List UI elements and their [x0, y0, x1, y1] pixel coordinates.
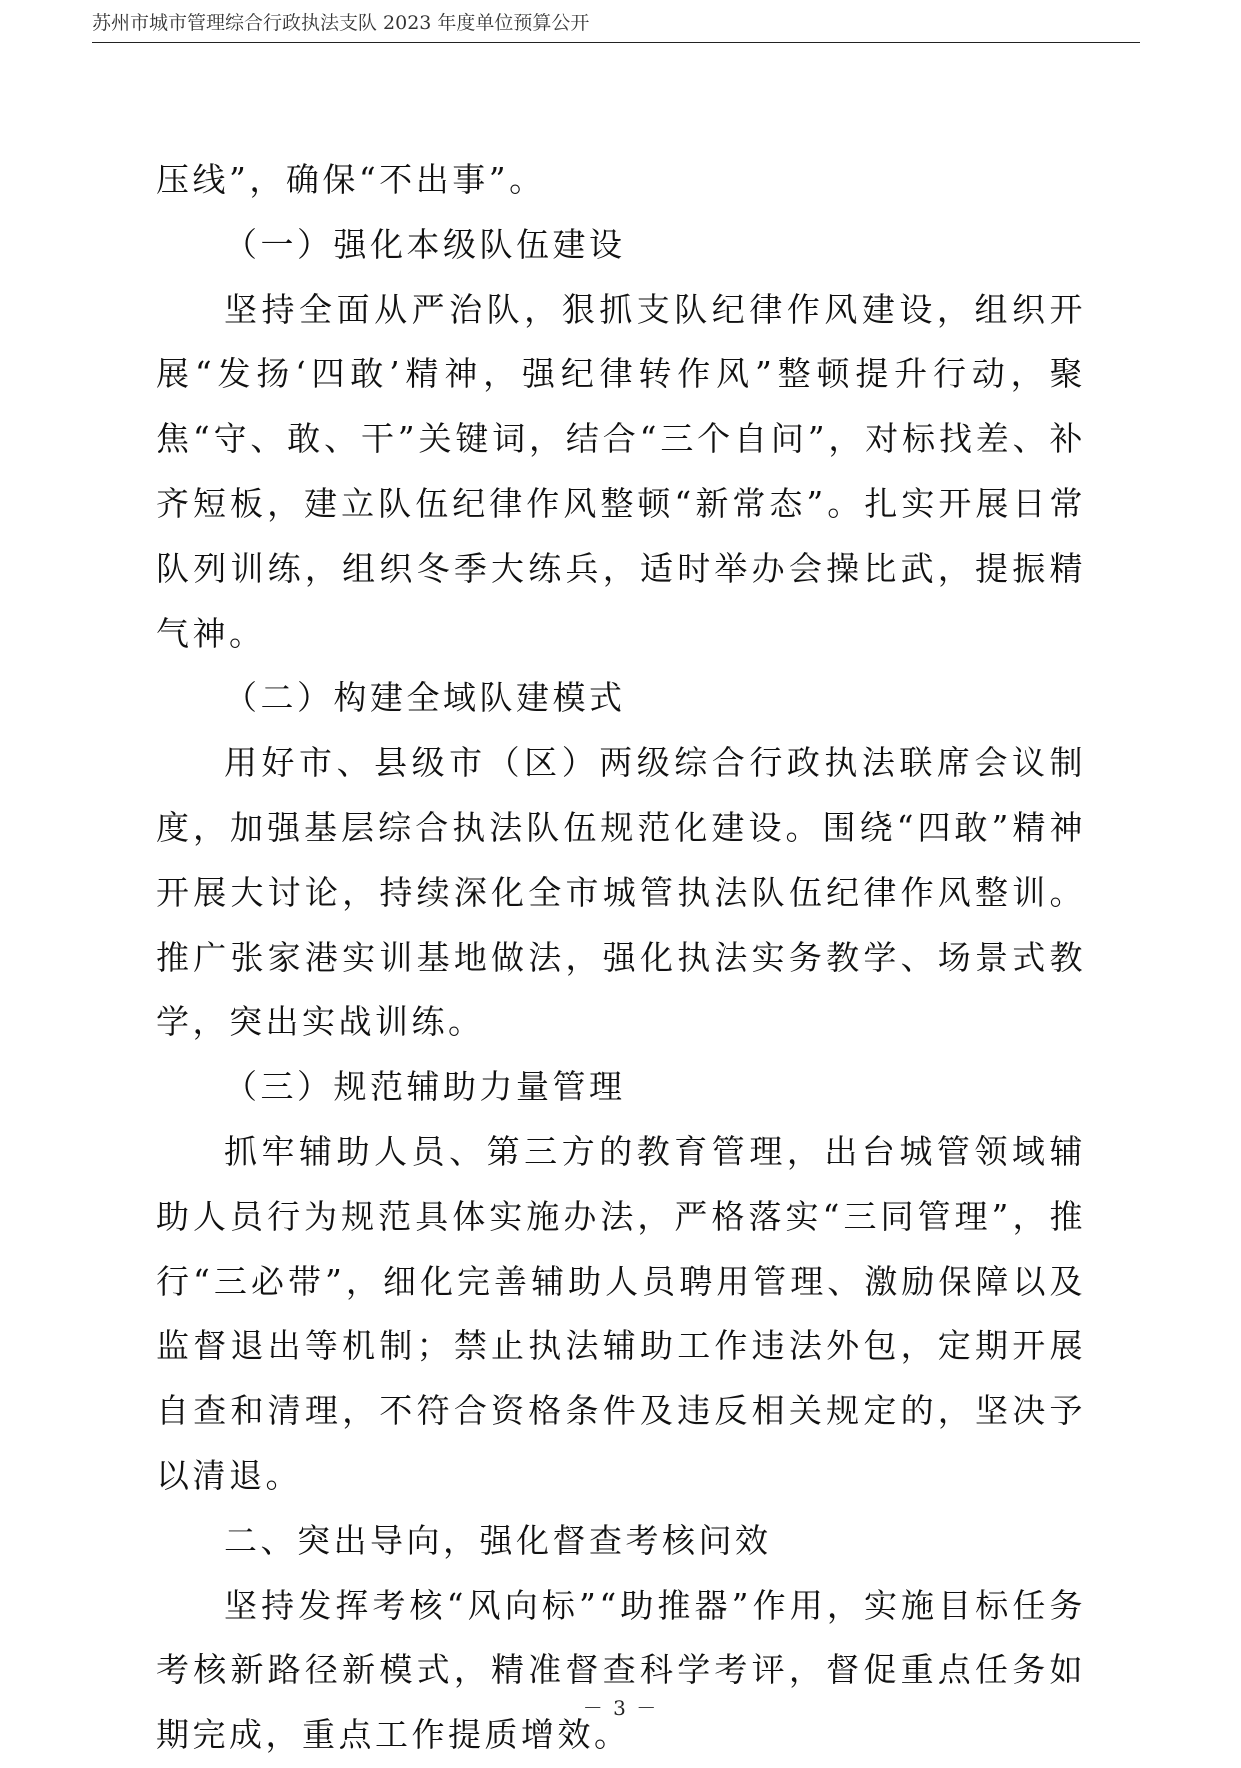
section-heading-4: 二、突出导向，强化督查考核问效	[224, 1520, 772, 1560]
page-number: － 3 －	[582, 1696, 659, 1720]
section-heading-2: （二）构建全域队建模式	[224, 678, 626, 718]
header-title: 苏州市城市管理综合行政执法支队 2023 年度单位预算公开	[92, 12, 590, 34]
paragraph-team-building: 坚持全面从严治队，狠抓支队纪律作风建设，组织开展“发扬‘四敢’精神，强纪律转作风”整顿提升行动，聚焦“守、敢、干”关键词，结合“三个自问”，对标找差、补齐短板，建立队伍纪律作风整顿“新常态”。扎实开展日常队列训练，组织冬季大练兵，适时举办会操比武，提振精气神。	[156, 289, 1086, 653]
section-heading-3: （三）规范辅助力量管理	[224, 1067, 626, 1107]
paragraph-auxiliary-management: 抓牢辅助人员、第三方的教育管理，出台城管领域辅助人员行为规范具体实施办法，严格落实“三同管理”，推行“三必带”，细化完善辅助人员聘用管理、激励保障以及监督退出等机制；禁止执法辅助工作违法外包，定期开展自查和清理，不符合资格条件及违反相关规定的，坚决予以清退。	[156, 1131, 1086, 1495]
paragraph-continuation: 压线”，确保“不出事”。	[156, 160, 546, 199]
section-heading-1: （一）强化本级队伍建设	[224, 224, 626, 264]
paragraph-assessment: 坚持发挥考核“风向标”“助推器”作用，实施目标任务考核新路径新模式，精准督查科学考评，督促重点任务如期完成，重点工作提质增效。	[156, 1585, 1086, 1755]
paragraph-global-team-model: 用好市、县级市（区）两级综合行政执法联席会议制度，加强基层综合执法队伍规范化建设。围绕“四敢”精神开展大讨论，持续深化全市城管执法队伍纪律作风整训。推广张家港实训基地做法，强化执法实务教学、场景式教学，突出实战训练。	[156, 743, 1086, 1042]
document-body	[156, 148, 1086, 1768]
running-header	[92, 12, 1140, 43]
